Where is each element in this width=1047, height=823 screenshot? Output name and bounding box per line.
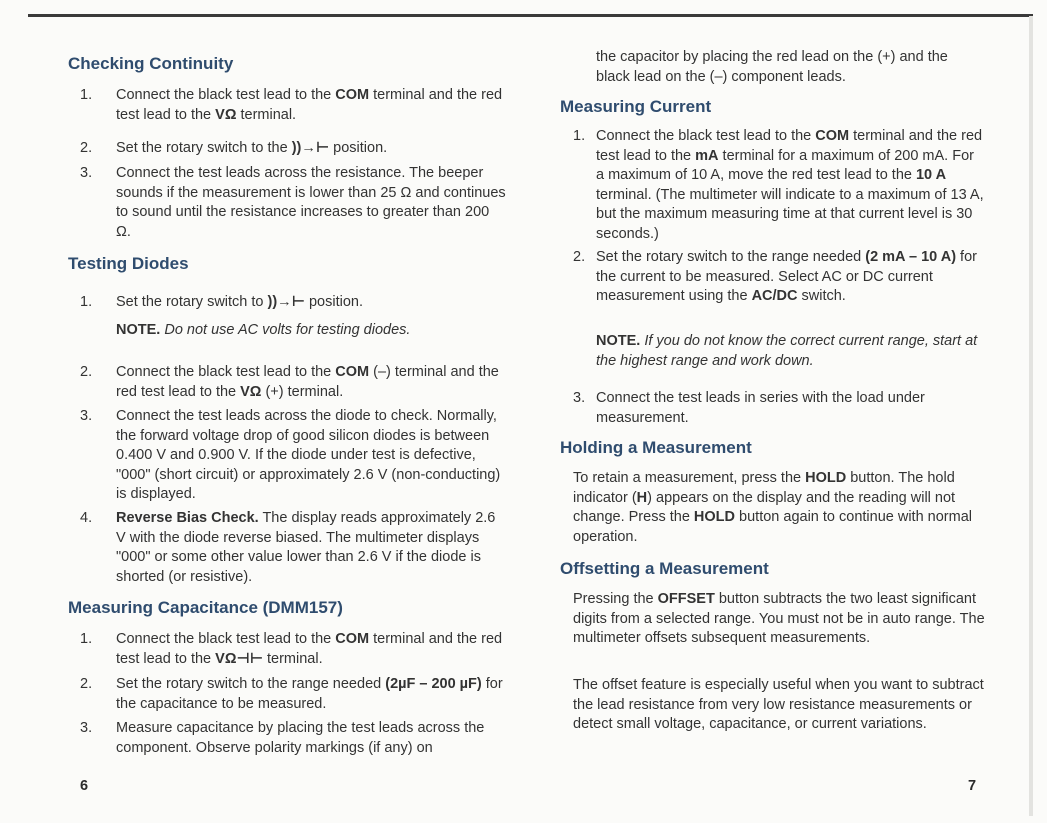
top-rule (28, 14, 1033, 17)
page-edge (1029, 16, 1033, 816)
heading-holding-measurement: Holding a Measurement (560, 438, 752, 457)
heading-testing-diodes: Testing Diodes (68, 254, 189, 273)
heading-measuring-current: Measuring Current (560, 97, 712, 116)
continuity-diode-symbol-icon: ))→⊢ (291, 140, 330, 156)
heading-checking-continuity: Checking Continuity (68, 54, 234, 73)
page-number-left: 6 (80, 778, 89, 794)
diode-symbol-icon: ))→⊢ (267, 294, 305, 310)
capacitor-symbol-icon: VΩ⊣⊢ (215, 650, 263, 667)
heading-measuring-capacitance: Measuring Capacitance (DMM157) (68, 598, 343, 617)
page-number-right: 7 (968, 778, 977, 794)
heading-offsetting-measurement: Offsetting a Measurement (560, 559, 769, 578)
